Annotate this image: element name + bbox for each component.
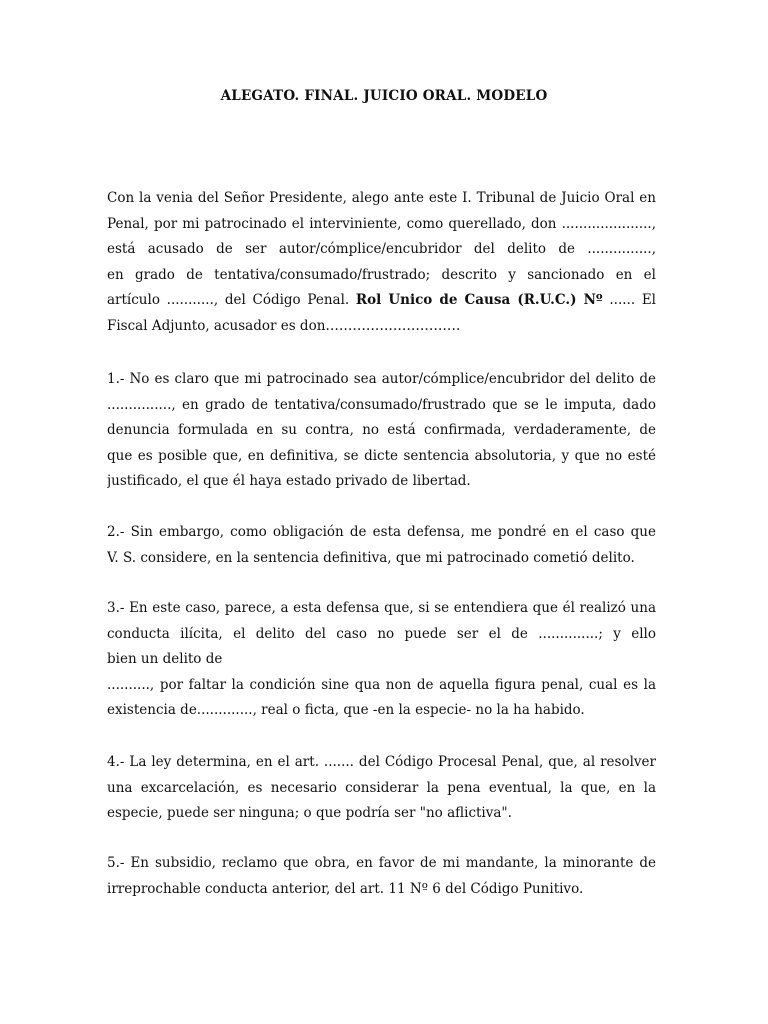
paragraph-line: V. S. considere, en la sentencia definitiva, que mi patrocinado cometió delito. [107, 549, 635, 566]
paragraph-line: conducta ilícita, el delito del caso no puede ser el de ..............; y ello [107, 625, 656, 642]
paragraph-line: 5.- En subsidio, reclamo que obra, en favor de mi mandante, la minorante de [107, 855, 656, 871]
paragraph-line: ..............., en grado de tentativa/consumado/frustrado que se le imputa, dado [107, 396, 656, 413]
paragraph-line: en grado de tentativa/consumado/frustrado; descrito y sancionado en el [107, 266, 656, 283]
paragraph-line: está acusado de ser autor/cómplice/encubridor del delito de ..............., [107, 241, 656, 258]
paragraph-line: 3.- En este caso, parece, a esta defensa que, si se entendiera que él realizó una [107, 600, 656, 616]
paragraph-line: 4.- La ley determina, en el art. ....... del Código Procesal Penal, que, al resolver [107, 754, 656, 770]
paragraph-line: especie, puede ser ninguna; o que podría ser "no aflictiva". [107, 805, 512, 822]
paragraph-line: bien un delito de [107, 651, 223, 668]
ruc-label: Rol Unico de Causa (R.U.C.) Nº [355, 292, 603, 309]
paragraph-line: Fiscal Adjunto, acusador es don………………………… [107, 317, 461, 334]
paragraph-line: que es posible que, en definitiva, se dicte sentencia absolutoria, y que no esté [107, 447, 656, 464]
paragraph-line: una excarcelación, es necesario considerar la pena eventual, la que, en la [107, 779, 656, 796]
paragraph-line-mixed [107, 288, 656, 314]
paragraph-3 [107, 596, 656, 724]
paragraph-line: Penal, por mi patrocinado el interviniente, como querellado, don ....................., [107, 215, 656, 232]
paragraph-line: irreprochable conducta anterior, del art. 11 Nº 6 del Código Punitivo. [107, 880, 584, 897]
paragraph-line: Con la venia del Señor Presidente, alego ante este I. Tribunal de Juicio Oral en [107, 190, 656, 206]
paragraph-1 [107, 367, 656, 495]
paragraph-line: denuncia formulada en su contra, no está confirmada, verdaderamente, de [107, 422, 656, 439]
paragraph-line: justificado, el que él haya estado privado de libertad. [107, 473, 471, 490]
paragraph-line: 2.- Sin embargo, como obligación de esta defensa, me pondré en el caso que [107, 524, 656, 540]
paragraph-intro [107, 186, 656, 340]
paragraph-line: 1.- No es claro que mi patrocinado sea autor/cómplice/encubridor del delito de [107, 371, 656, 387]
paragraph-5 [107, 851, 656, 902]
line-text: artículo ..........., del Código Penal. [107, 292, 356, 309]
line-text: ...... El [602, 292, 656, 309]
document-title: ALEGATO. FINAL. JUICIO ORAL. MODELO [220, 88, 548, 104]
paragraph-2 [107, 520, 656, 571]
paragraph-4 [107, 750, 656, 827]
paragraph-line: .........., por faltar la condición sine qua non de aquella figura penal, cual es la [107, 676, 656, 693]
paragraph-line: existencia de............., real o ficta, que -en la especie- no la ha habido. [107, 702, 585, 719]
